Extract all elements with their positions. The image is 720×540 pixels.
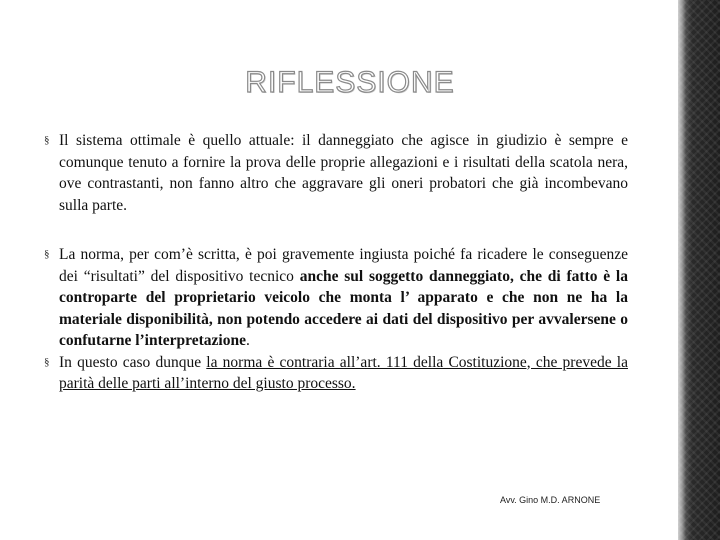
bullet-item-2	[44, 244, 628, 352]
bullet-1-text: Il sistema ottimale è quello attuale: il danneggiato che agisce in giudizio è sempre e comunque tenuto a fornire la prova delle proprie allegazioni e i risultati della scatola nera, ove contrastanti, non fanno altro che aggravare gli oneri probatori che già incombevano sulla parte.	[59, 132, 628, 214]
bullet-2-bold-text: anche sul soggetto danneggiato, che di fatto è la controparte del proprietario veicolo che monta l’ apparato e che non ne ha la materiale disponibilità, non potendo accedere ai dati del dispositivo per avvalersene o confutarne l’interpretazione	[59, 267, 628, 349]
bullet-list	[44, 130, 628, 395]
bullet-marker-icon: §	[44, 134, 50, 146]
bullet-marker-icon: §	[44, 248, 50, 260]
bullet-3-underlined-text: la norma è contraria all’art. 111 della Costituzione, che prevede la parità delle parti all’interno del giusto processo.	[59, 353, 628, 392]
bullet-2-text: La norma, per com’è scritta, è poi gravemente ingiusta poiché fa ricadere le conseguenze dei “risultati” del dispositivo tecnico	[59, 246, 628, 285]
bullet-item-3	[44, 352, 628, 395]
bullet-marker-icon: §	[44, 355, 50, 368]
bullet-2-end: .	[245, 332, 250, 349]
bullet-item-1	[44, 130, 628, 216]
author-signature: Avv. Gino M.D. ARNONE	[500, 495, 601, 505]
bullet-3-text: In questo caso dunque	[59, 353, 207, 371]
slide-title: RIFLESSIONE	[245, 66, 455, 99]
